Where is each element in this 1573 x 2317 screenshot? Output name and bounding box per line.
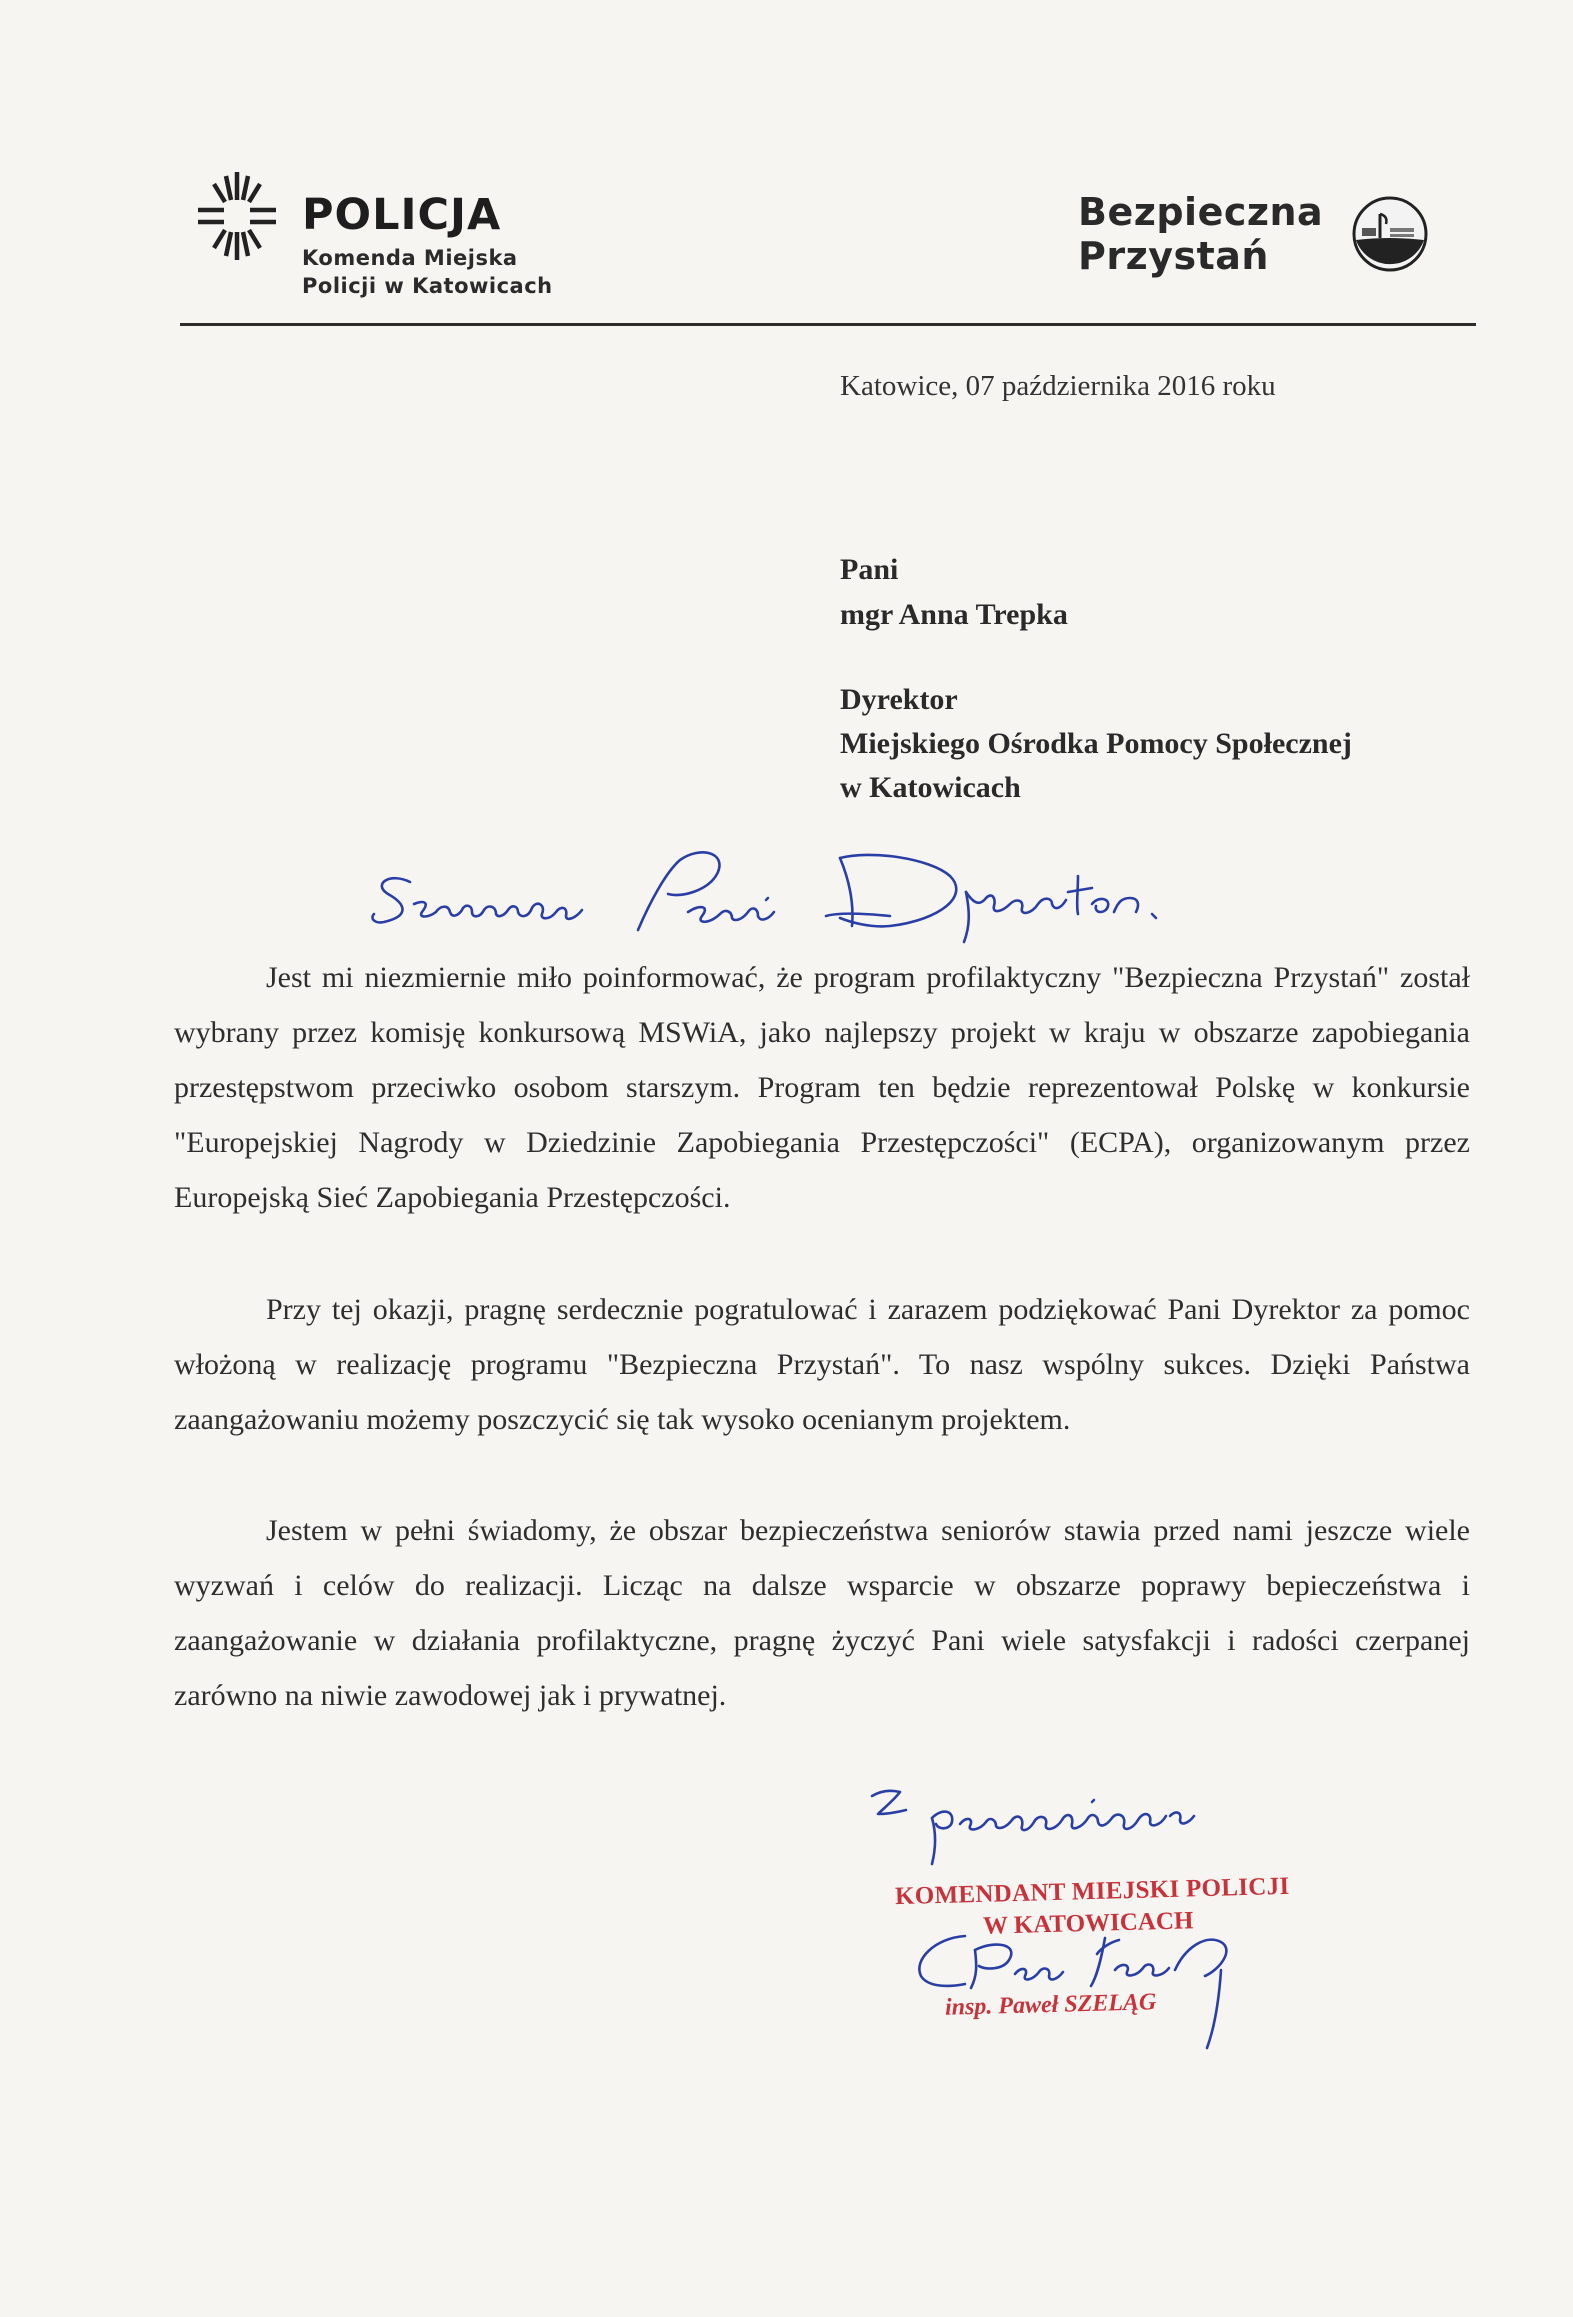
police-star-icon	[196, 170, 278, 262]
addressee-line3: Dyrektor	[840, 683, 958, 716]
stamp-location: W KATOWICACH	[982, 1907, 1194, 1940]
letter-paragraph-3	[174, 1503, 1470, 1723]
addressee-line2: mgr Anna Trepka	[840, 598, 1068, 631]
stamp-title: KOMENDANT MIEJSKI POLICJI	[894, 1872, 1290, 1911]
stamp-signatory: insp. Paweł SZELĄG	[944, 1989, 1157, 2021]
addressee-line4: Miejskiego Ośrodka Pomocy Społecznej	[840, 727, 1352, 760]
header-divider	[180, 323, 1476, 326]
letter-paragraph-2	[174, 1282, 1470, 1447]
paragraph-text: Jest mi niezmiernie miło poinformować, że program profilaktyczny "Bezpieczna Przystań" został wybrany przez komisję konkursową MSWiA, jako najlepszy projekt w kraju w obszarze zapobiegania przestępstwom przeciwko osobom starszym. Program ten będzie reprezentował Polskę w konkursie "Europejskiej Nagrody w Dziedzinie Zapobiegania Przestępczości" (ECPA), organizowanym przez Europejską Sieć Zapobiegania Przestępczości.	[174, 961, 1470, 1214]
letter-date: Katowice, 07 października 2016 roku	[840, 370, 1276, 402]
letter-paragraph-1	[174, 950, 1470, 1225]
program-logo	[1078, 190, 1458, 300]
program-name-line2: Przystań	[1078, 234, 1269, 278]
program-emblem-icon	[1350, 194, 1430, 274]
addressee-line5: w Katowicach	[840, 771, 1021, 804]
paragraph-text: Jestem w pełni świadomy, że obszar bezpieczeństwa seniorów stawia przed nami jeszcze wiele wyzwań i celów do realizacji. Licząc na dalsze wsparcie w obszarze poprawy bepieczeństwa i zaangażowanie w działania profilaktyczne, pragnę życzyć Pani wiele satysfakcji i radości czerpanej zarówno na niwie zawodowej jak i prywatnej.	[174, 1514, 1470, 1712]
police-subtitle-line2: Policji w Katowicach	[302, 274, 553, 298]
paragraph-text: Przy tej okazji, pragnę serdecznie pogratulować i zarazem podziękować Pani Dyrektor za pomoc włożoną w realizację programu "Bezpieczna Przystań". To nasz wspólny sukces. Dzięki Państwa zaangażowaniu możemy poszczycić się tak wysoko ocenianym projektem.	[174, 1293, 1470, 1436]
police-logo	[196, 170, 596, 310]
police-subtitle-line1: Komenda Miejska	[302, 246, 518, 270]
handwritten-salutation	[370, 842, 1270, 952]
handwritten-signature	[905, 1930, 1275, 2050]
handwritten-closing	[870, 1770, 1250, 1870]
program-name-line1: Bezpieczna	[1078, 190, 1324, 234]
police-name: POLICJA	[302, 190, 502, 240]
addressee-line1: Pani	[840, 553, 899, 586]
